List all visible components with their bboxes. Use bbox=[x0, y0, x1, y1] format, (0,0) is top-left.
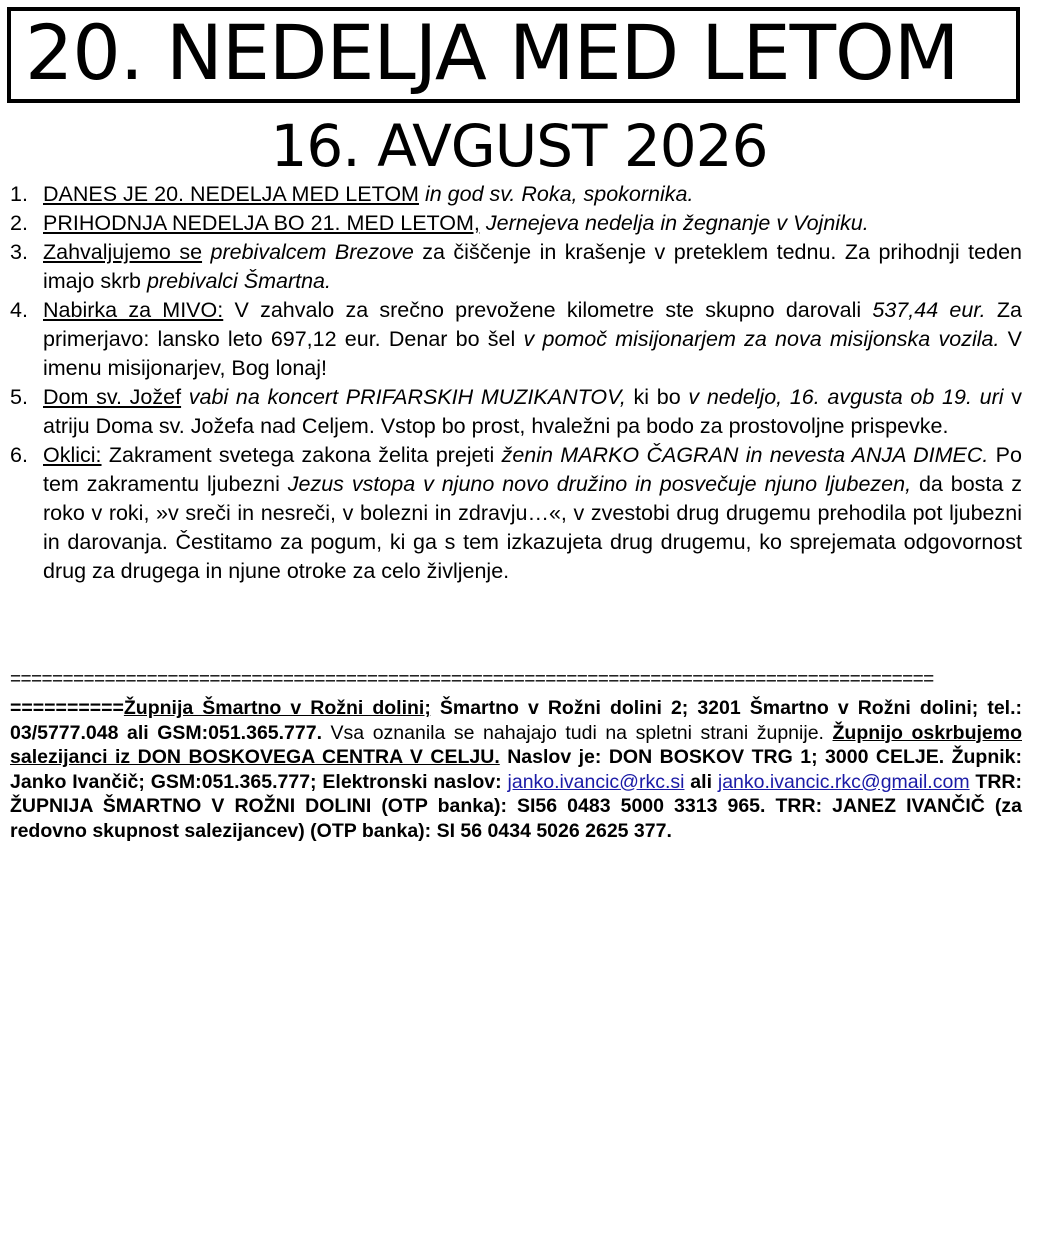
item-text: v atriju Doma sv. Jožefa nad Celjem. Vstop bo prost, hvaležni pa bodo za prostovoljne prispevke. bbox=[43, 385, 1022, 438]
item-number: 5. bbox=[10, 385, 28, 409]
parish-name: Župnija Šmartno v Rožni dolini; bbox=[123, 697, 431, 719]
item-text: prebivalcem Brezove bbox=[202, 240, 414, 264]
item-lead: Dom sv. Jožef bbox=[43, 385, 182, 409]
item-lead: DANES JE 20. NEDELJA MED LETOM bbox=[43, 182, 419, 206]
announcement-item-2 bbox=[10, 209, 1022, 238]
item-text: Jernejeva nedelja in žegnanje v Vojniku. bbox=[479, 211, 869, 235]
item-text: 537,44 eur. bbox=[872, 298, 986, 322]
item-text: in god sv. Roka, spokornika. bbox=[418, 182, 694, 206]
item-number: 2. bbox=[10, 211, 28, 235]
bank-info: TRR: ŽUPNIJA ŠMARTNO V ROŽNI DOLINI (OTP banka): SI56 0483 5000 3313 965. TRR: JANEZ IVANČIČ (za redovno skupnost salezijancev) (OTP banka): SI 56 0434 5026 2625 377. bbox=[10, 770, 1022, 842]
email-link-gmail[interactable]: janko.ivancic.rkc@gmail.com bbox=[717, 770, 970, 793]
item-text: Jezus vstopa v njuno novo družino in posvečuje njuno ljubezen, bbox=[287, 472, 912, 496]
announcement-item-5 bbox=[10, 383, 1022, 441]
title-box bbox=[7, 7, 1020, 103]
care-note: Župnijo oskrbujemo salezijanci iz DON BOSKOVEGA CENTRA V CELJU. bbox=[10, 721, 1022, 768]
item-number: 3. bbox=[10, 240, 28, 264]
date-heading: 16. AVGUST 2026 bbox=[270, 112, 768, 180]
item-text: ki bo bbox=[625, 385, 689, 409]
announcement-item-3 bbox=[10, 238, 1022, 296]
website-notice: Vsa oznanila se nahajajo tudi na spletni strani župnije. bbox=[322, 721, 833, 744]
item-lead: Zahvaljujemo se bbox=[43, 240, 203, 264]
footer-prefix: ========== bbox=[10, 697, 124, 719]
item-number: 6. bbox=[10, 443, 28, 467]
item-number: 4. bbox=[10, 298, 28, 322]
item-text: v nedeljo, 16. avgusta ob 19. uri bbox=[688, 385, 1004, 409]
item-text: V zahvalo za srečno prevožene kilometre ste skupno darovali bbox=[223, 298, 873, 322]
item-text: v pomoč misijonarjem za nova misijonska vozila. bbox=[523, 327, 1000, 351]
email-link-rkc[interactable]: janko.ivancic@rkc.si bbox=[507, 770, 685, 793]
item-text: prebivalci Šmartna. bbox=[146, 269, 331, 293]
separator-line: ======================================================================================== bbox=[10, 669, 934, 690]
item-text: Zakrament svetega zakona želita prejeti bbox=[101, 443, 502, 467]
item-text: da bosta z roko v roki, »v sreči in nesreči, v bolezni in zdravju…«, v zvestobi drug drugemu prehodila pot ljubezni in darovanja. Čestitamo za pogum, ki ga s tem izkazujeta drug drugemu, ko sprejemata odgovornost drug za drugega in njune otroke za celo življenje. bbox=[43, 472, 1022, 583]
parish-footer bbox=[10, 696, 1022, 843]
item-number: 1. bbox=[10, 182, 28, 206]
item-text: Po tem zakramentu ljubezni bbox=[43, 443, 1022, 496]
item-text: vabi na koncert PRIFARSKIH MUZIKANTOV, bbox=[181, 385, 626, 409]
item-lead: PRIHODNJA NEDELJA BO 21. MED LETOM, bbox=[43, 211, 480, 235]
item-lead: Oklici: bbox=[43, 443, 102, 467]
item-text: V imenu misijonarjev, Bog lonaj! bbox=[43, 327, 1023, 380]
announcement-item-4 bbox=[10, 296, 1022, 383]
item-text: za čiščenje in krašenje v preteklem tednu. Za prihodnji teden imajo skrb bbox=[43, 240, 1022, 293]
page-title: 20. NEDELJA MED LETOM bbox=[25, 8, 959, 97]
item-text: Za primerjavo: lansko leto 697,12 eur. Denar bo šel bbox=[43, 298, 1023, 351]
item-text: ženin MARKO ČAGRAN in nevesta ANJA DIMEC. bbox=[501, 443, 989, 467]
announcement-item-1 bbox=[10, 180, 1022, 209]
item-lead: Nabirka za MIVO: bbox=[43, 298, 224, 322]
announcement-item-6 bbox=[10, 441, 1022, 586]
parish-address: Šmartno v Rožni dolini 2; 3201 Šmartno v Rožni dolini; tel.: 03/5777.048 ali GSM:051.365.777. bbox=[10, 697, 1022, 744]
or-text: ali bbox=[684, 770, 718, 793]
contact-info: Naslov je: DON BOSKOV TRG 1; 3000 CELJE. Župnik: Janko Ivančič; GSM:051.365.777; Elektronski naslov: bbox=[10, 746, 1023, 793]
announcement-list bbox=[10, 180, 1022, 586]
